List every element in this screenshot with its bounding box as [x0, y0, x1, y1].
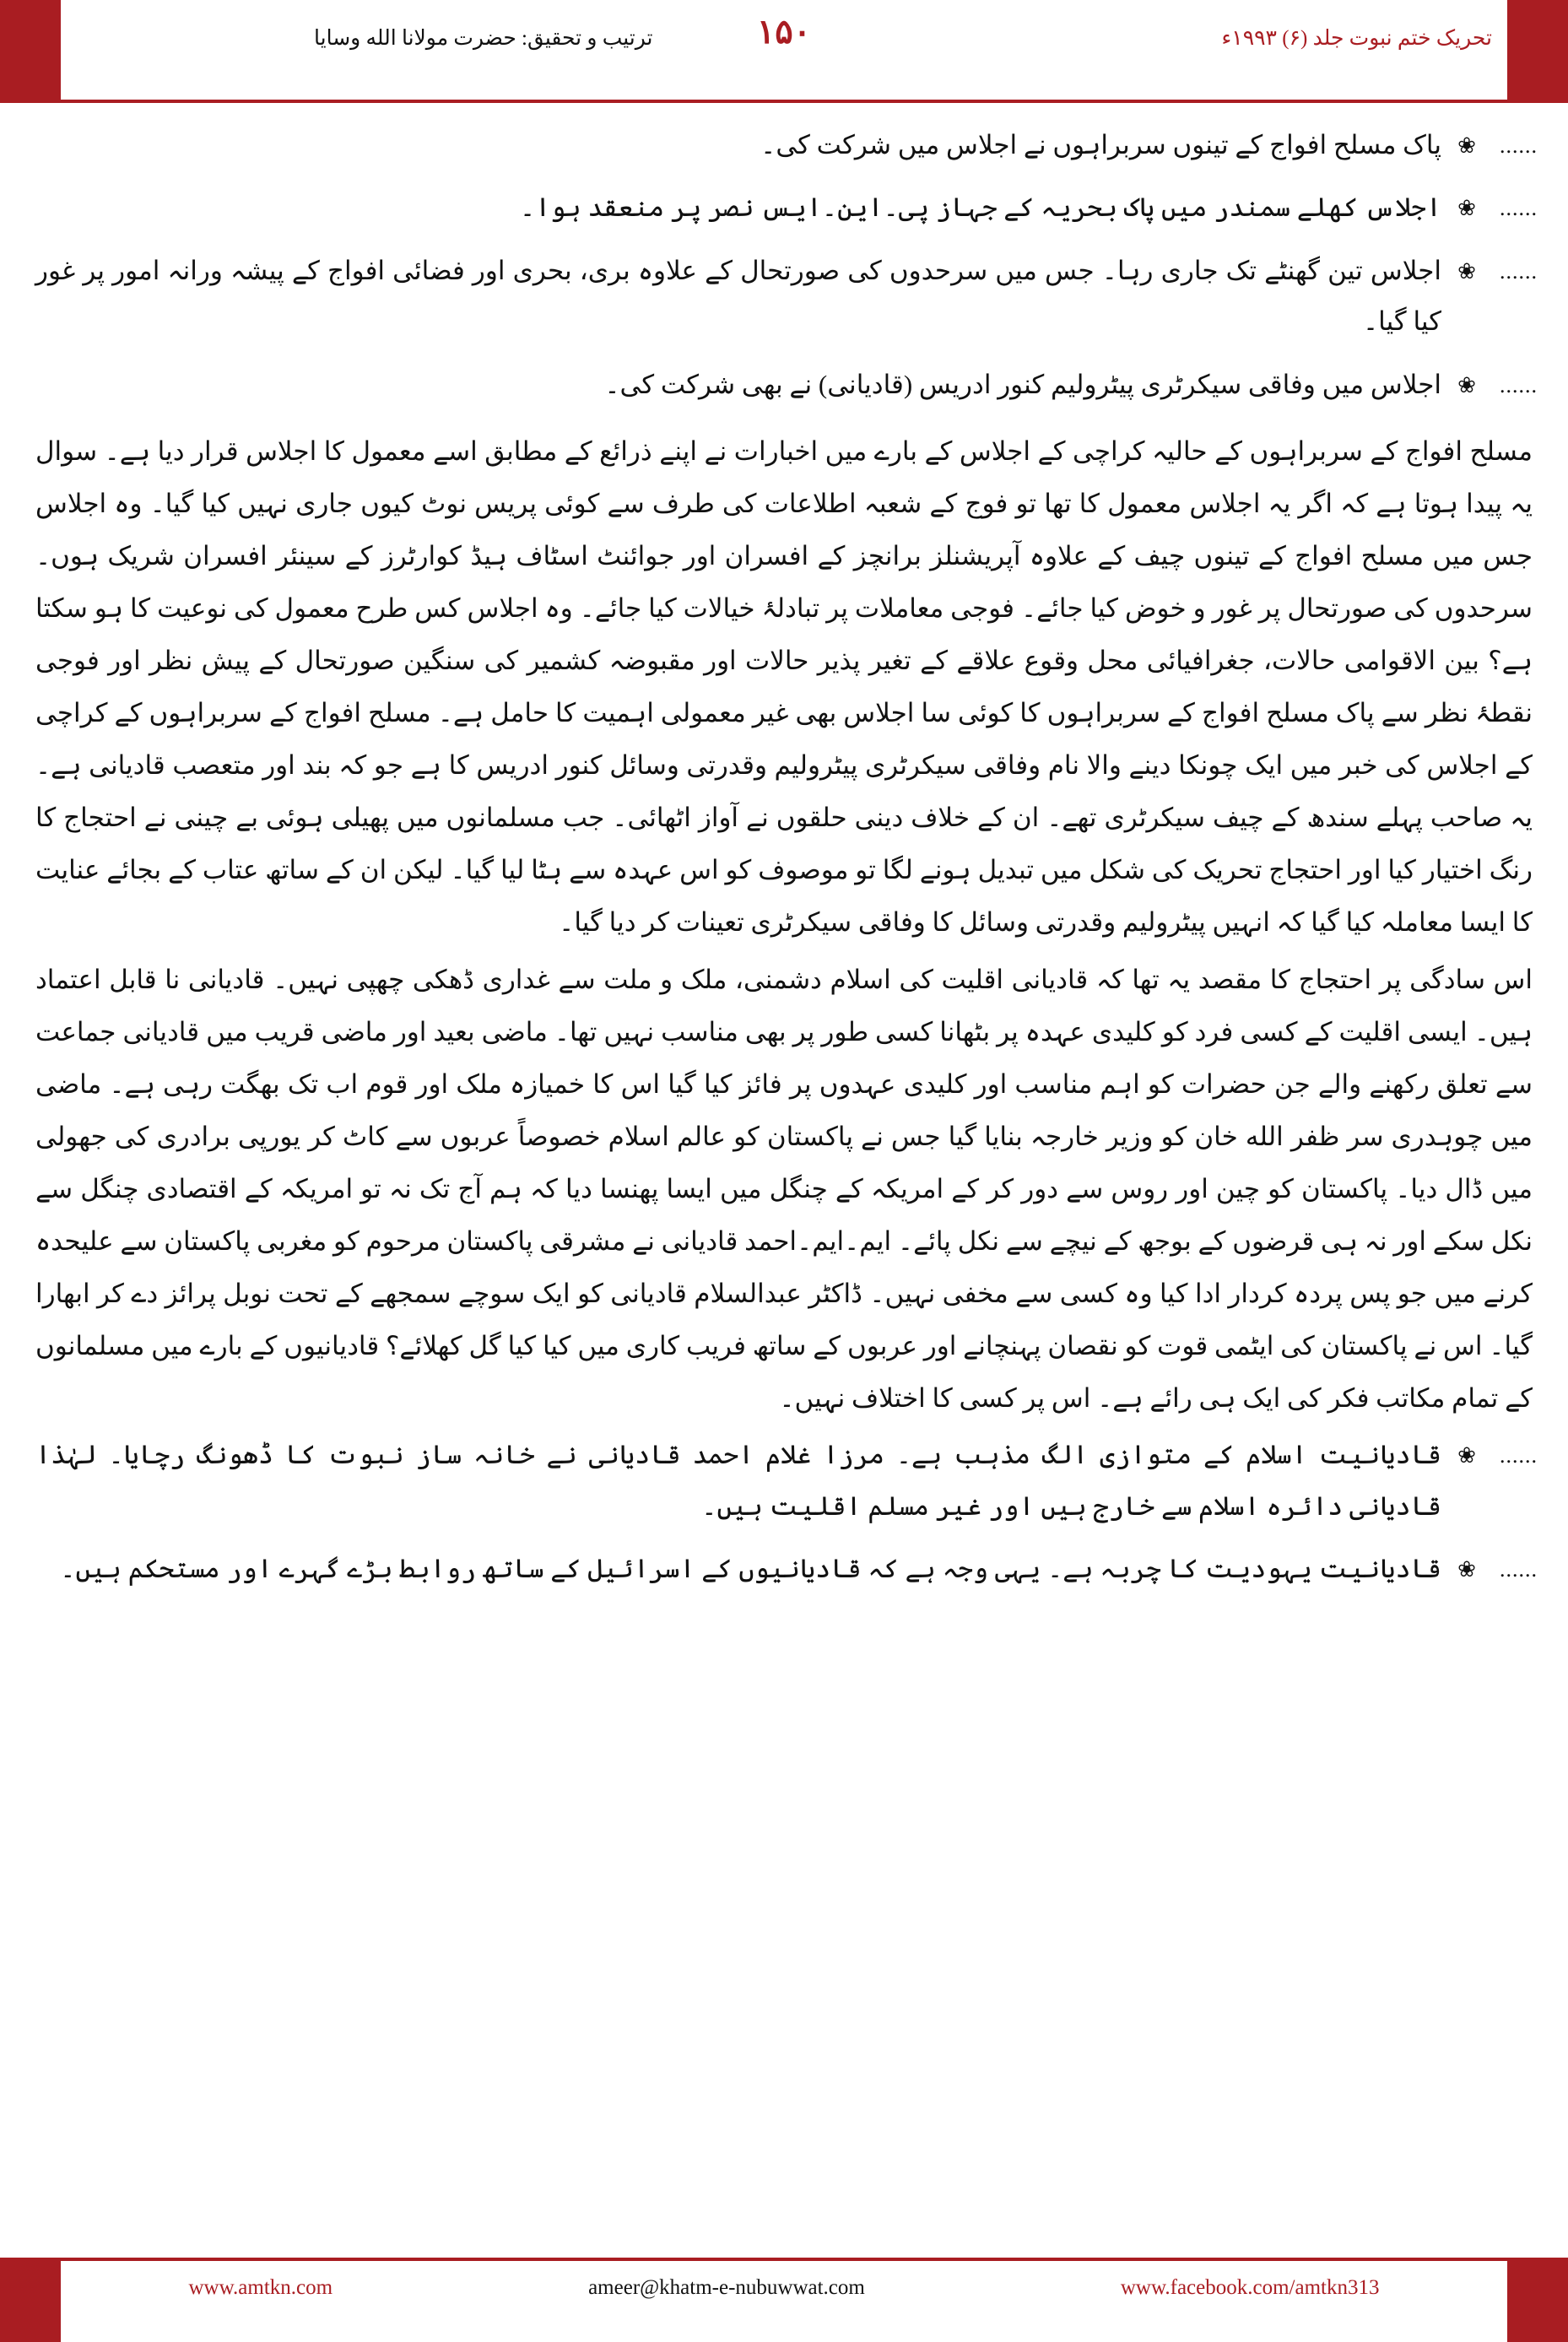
- footer-facebook-link[interactable]: www.facebook.com/amtkn313: [1120, 2276, 1380, 2299]
- header-book-title: تحریک ختم نبوت جلد (۶) ۱۹۹۳ء: [1221, 27, 1492, 50]
- footer-links: [61, 2276, 1507, 2300]
- footer-email-link[interactable]: ameer@khatm-e-nubuwwat.com: [588, 2276, 865, 2299]
- flower-bullet-icon: ❀: [1457, 1557, 1476, 1582]
- body-paragraph: مسلح افواج کے سربراہوں کے حالیہ کراچی کے اجلاس کے بارے میں اخبارات نے اپنے ذرائع کے مطابق اسے معمول کا اجلاس قرار دیا ہے۔ سوال یہ پیدا ہوتا ہے کہ اگر یہ اجلاس معمول کا تھا تو فوج کے شعبہ اطلاعات کی طرف سے کوئی پریس نوٹ کیوں جاری نہیں کیا گیا۔ وہ اجلاس جس میں مسلح افواج کے تینوں چیف کے علاوہ آپریشنلز برانچز کے افسران اور جوائنٹ اسٹاف ہیڈ کوارٹرز کے سینئر افسران شریک ہوں۔ سرحدوں کی صورتحال پر غور و خوض کیا جائے۔ فوجی معاملات پر تبادلۂ خیالات کیا جائے۔ وہ اجلاس کس طرح معمول کی نوعیت کا ہو سکتا ہے؟ بین الاقوامی حالات، جغرافیائی محل وقوع علاقے کے تغیر پذیر حالات اور مقبوضہ کشمیر کی سنگین صورتحال کے پیش نظر اور فوجی نقطۂ نظر سے پاک مسلح افواج کے سربراہوں کا کوئی سا اجلاس بھی غیر معمولی اہمیت کا حامل ہے۔ مسلح افواج کے سربراہوں کے کراچی کے اجلاس کی خبر میں ایک چونکا دینے والا نام وفاقی سیکرٹری پیٹرولیم وقدرتی وسائل کنور ادریس کا ہے جو کہ بند اور متعصب قادیانی ہے۔ یہ صاحب پہلے سندھ کے چیف سیکرٹری تھے۔ ان کے خلاف دینی حلقوں نے آواز اٹھائی۔ جب مسلمانوں میں پھیلی ہوئی بے چینی نے احتجاج کا رنگ اختیار کیا اور احتجاج تحریک کی شکل میں تبدیل ہونے لگا تو موصوف کو اس عہدہ سے ہٹا لیا گیا۔ لیکن ان کے ساتھ عتاب کے بجائے عنایت کا ایسا معاملہ کیا گیا کہ انہیں پیٹرولیم وقدرتی وسائل کا وفاقی سیکرٹری تعینات کر دیا گیا۔: [35, 436, 1533, 938]
- bullet-list-bottom: [30, 1430, 1538, 1594]
- header-decor-bar-right: [1507, 0, 1568, 100]
- flower-bullet-icon: ❀: [1457, 196, 1476, 221]
- list-item: [30, 1430, 1538, 1532]
- list-item-text: اجلاس کھلے سمندر میں پاک بحریہ کے جہاز پی۔این۔ایس نصر پر منعقد ہوا۔: [519, 192, 1441, 223]
- list-item: [30, 1544, 1538, 1594]
- list-item-text: پاک مسلح افواج کے تینوں سربراہوں نے اجلاس میں شرکت کی۔: [760, 130, 1441, 160]
- bullet-leader-dots: ......: [1500, 372, 1538, 398]
- footer-website-link[interactable]: www.amtkn.com: [188, 2276, 333, 2299]
- bullet-leader-dots: ......: [1500, 133, 1538, 158]
- footer-decor-bar-right: [1507, 2261, 1568, 2342]
- bullet-leader-dots: ......: [1500, 258, 1538, 284]
- page-content: [30, 120, 1538, 2230]
- body-paragraph: اس سادگی پر احتجاج کا مقصد یہ تھا کہ قادیانی اقلیت کی اسلام دشمنی، ملک و ملت سے غداری ڈھکی چھپی نہیں۔ قادیانی نا قابل اعتماد ہیں۔ ایسی اقلیت کے کسی فرد کو کلیدی عہدہ پر بٹھانا کسی طور پر بھی مناسب نہیں تھا۔ ماضی بعید اور ماضی قریب میں قادیانی جماعت سے تعلق رکھنے والے جن حضرات کو اہم مناسب اور کلیدی عہدوں پر فائز کیا گیا اس کا خمیازہ ملک اور قوم اب تک بھگت رہی ہے۔ ماضی میں چوہدری سر ظفر الله خان کو وزیر خارجہ بنایا گیا جس نے پاکستان کو عالم اسلام خصوصاً عربوں سے کاٹ کر یورپی برادری کی جھولی میں ڈال دیا۔ پاکستان کو چین اور روس سے دور کر کے امریکہ کے چنگل میں ایسا پھنسا دیا کہ ہم آج تک نہ تو امریکہ کے اقتصادی چنگل سے نکل سکے اور نہ ہی قرضوں کے بوجھ کے نیچے سے نکل پائے۔ ایم۔ایم۔احمد قادیانی نے مشرقی پاکستان مرحوم کو مغربی پاکستان سے علیحدہ کرنے میں جو پس پردہ کردار ادا کیا وہ کسی سے مخفی نہیں۔ ڈاکٹر عبدالسلام قادیانی کو ایک سوچے سمجھے کے تحت نوبل پرائز دے کر ابھارا گیا۔ اس نے پاکستان کی ایٹمی قوت کو نقصان پہنچانے اور عربوں کے ساتھ فریب کاری میں کیا کیا گل کھلائے؟ قادیانیوں کے بارے میں مسلمانوں کے تمام مکاتب فکر کی ایک ہی رائے ہے۔ اس پر کسی کا اختلاف نہیں۔: [35, 965, 1533, 1414]
- page-number: ۱۵۰: [756, 13, 812, 51]
- bullet-leader-dots: ......: [1500, 1557, 1538, 1582]
- header-divider: [0, 100, 1568, 103]
- flower-bullet-icon: ❀: [1457, 133, 1476, 158]
- page-header: [0, 0, 1568, 100]
- page-footer: [0, 2261, 1568, 2342]
- bullet-leader-dots: ......: [1500, 1443, 1538, 1468]
- list-item-text: اجلاس تین گھنٹے تک جاری رہا۔ جس میں سرحدوں کی صورتحال کے علاوہ بری، بحری اور فضائی افواج کے پیشہ ورانہ امور پر غور کیا گیا۔: [35, 255, 1441, 337]
- list-item-text: قادیانیت یہودیت کا چربہ ہے۔ یہی وجہ ہے کہ قادیانیوں کے اسرائیل کے ساتھ روابط بڑے گہرے اور مستحکم ہیں۔: [60, 1554, 1441, 1584]
- bullet-list-top: [30, 120, 1538, 410]
- header-compiler-credit: ترتیب و تحقیق: حضرت مولانا الله وسایا: [314, 27, 653, 50]
- list-item: [30, 182, 1538, 233]
- header-decor-bar-left: [0, 0, 61, 100]
- list-item-text: قادیانیت اسلام کے متوازی الگ مذہب ہے۔ مرزا غلام احمد قادیانی نے خانہ ساز نبوت کا ڈھونگ رچایا۔ لہٰذا قادیانی دائرہ اسلام سے خارج ہیں اور غیر مسلم اقلیت ہیں۔: [35, 1440, 1441, 1521]
- flower-bullet-icon: ❀: [1457, 258, 1476, 284]
- bullet-leader-dots: ......: [1500, 196, 1538, 221]
- flower-bullet-icon: ❀: [1457, 1443, 1476, 1468]
- list-item: [30, 120, 1538, 170]
- footer-decor-bar-left: [0, 2261, 61, 2342]
- list-item: [30, 246, 1538, 348]
- header-content: [61, 0, 1507, 100]
- list-item-text: اجلاس میں وفاقی سیکرٹری پیٹرولیم کنور ادریس (قادیانی) نے بھی شرکت کی۔: [604, 369, 1441, 399]
- list-item: [30, 360, 1538, 410]
- flower-bullet-icon: ❀: [1457, 372, 1476, 398]
